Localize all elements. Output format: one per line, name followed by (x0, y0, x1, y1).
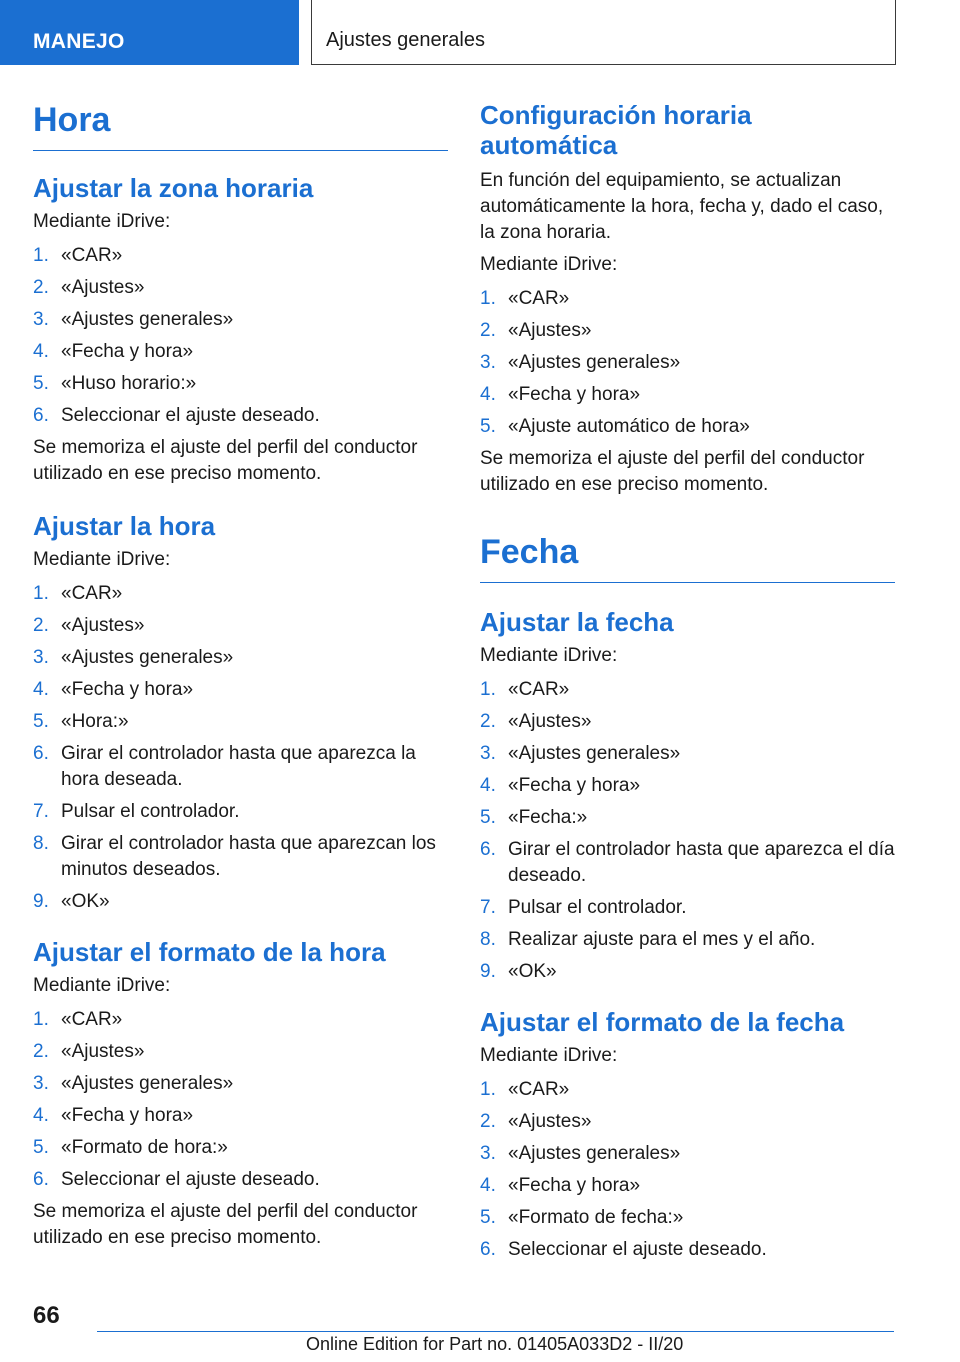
step-item (480, 350, 895, 376)
step-number: 1. (480, 288, 496, 309)
step-number: 8. (33, 833, 49, 854)
step-number: 5. (33, 711, 49, 732)
note-text: Se memoriza el ajuste del perfil del conductor utilizado en ese preciso momento. (33, 437, 418, 484)
step-text: «Fecha y hora» (61, 1105, 194, 1126)
step-number: 3. (480, 743, 496, 764)
steps-list (33, 1007, 448, 1193)
step-number: 1. (33, 1009, 49, 1030)
step-text: Seleccionar el ajuste deseado. (61, 1169, 320, 1190)
step-text: «Hora:» (61, 711, 129, 732)
intro-text: Mediante iDrive: (33, 211, 171, 232)
step-number: 3. (33, 647, 49, 668)
step-text: «Fecha:» (508, 807, 588, 828)
step-number: 5. (33, 373, 49, 394)
step-text: «CAR» (61, 245, 123, 266)
heading-zona-horaria: Ajustar la zona horaria (33, 173, 314, 203)
step-item (480, 677, 895, 703)
step-text: «CAR» (508, 288, 570, 309)
step-number: 1. (33, 583, 49, 604)
step-item (480, 1237, 895, 1263)
heading-configuracion-automatica: Configuración horaria automática (480, 100, 752, 160)
step-item (480, 1205, 895, 1231)
step-text: «Ajustes generales» (508, 1143, 681, 1164)
step-text: «Ajustes» (508, 320, 592, 341)
step-item (480, 741, 895, 767)
step-text: «Ajustes generales» (508, 743, 681, 764)
step-item (33, 581, 448, 607)
step-number: 9. (33, 891, 49, 912)
step-number: 5. (33, 1137, 49, 1158)
step-text: «Formato de hora:» (61, 1137, 228, 1158)
step-number: 2. (33, 1041, 49, 1062)
intro-text: Mediante iDrive: (480, 645, 618, 666)
step-text: «CAR» (61, 1009, 123, 1030)
heading-ajustar-hora: Ajustar la hora (33, 511, 216, 541)
step-item (480, 382, 895, 408)
step-item (480, 1141, 895, 1167)
step-item (480, 959, 895, 985)
step-number: 1. (33, 245, 49, 266)
chapter-tab (311, 0, 896, 65)
section-tab (0, 0, 299, 65)
step-text: Pulsar el controlador. (508, 897, 687, 918)
step-item (33, 709, 448, 735)
footer-edition: Online Edition for Part no. 01405A033D2 - II/20 (306, 1334, 684, 1354)
step-item (480, 837, 895, 889)
step-item (480, 414, 895, 440)
step-text: «Ajustes generales» (61, 309, 234, 330)
intro-text: Mediante iDrive: (480, 254, 618, 275)
step-text: «Ajustes» (61, 277, 145, 298)
step-text: «CAR» (508, 679, 570, 700)
step-item (480, 927, 895, 953)
step-text: «CAR» (508, 1079, 570, 1100)
step-text: «Formato de fecha:» (508, 1207, 684, 1228)
footer-divider (97, 1331, 894, 1332)
description-text: En función del equipamiento, se actualizan automáticamente la hora, fecha y, dado el caso, la zona horaria. (480, 170, 884, 243)
step-number: 7. (480, 897, 496, 918)
step-item (33, 307, 448, 333)
step-item (480, 709, 895, 735)
step-item (480, 286, 895, 312)
step-text: «Fecha y hora» (508, 1175, 641, 1196)
step-text: Girar el controlador hasta que aparezca la hora deseada. (61, 743, 416, 790)
step-item (480, 1077, 895, 1103)
step-number: 3. (480, 1143, 496, 1164)
step-number: 3. (33, 1073, 49, 1094)
step-item (33, 889, 448, 915)
right-column (480, 100, 895, 1269)
note-text: Se memoriza el ajuste del perfil del conductor utilizado en ese preciso momento. (33, 1201, 418, 1248)
step-number: 6. (480, 1239, 496, 1260)
step-number: 9. (480, 961, 496, 982)
step-item (33, 645, 448, 671)
step-item (33, 677, 448, 703)
step-number: 7. (33, 801, 49, 822)
step-number: 3. (33, 309, 49, 330)
heading-ajustar-fecha: Ajustar la fecha (480, 607, 674, 637)
step-number: 3. (480, 352, 496, 373)
step-item (480, 1109, 895, 1135)
step-number: 5. (480, 1207, 496, 1228)
step-number: 2. (480, 711, 496, 732)
step-item (33, 371, 448, 397)
step-number: 4. (33, 341, 49, 362)
step-item (33, 799, 448, 825)
step-text: Pulsar el controlador. (61, 801, 240, 822)
step-number: 1. (480, 1079, 496, 1100)
step-number: 2. (33, 615, 49, 636)
step-item (480, 895, 895, 921)
step-text: Realizar ajuste para el mes y el año. (508, 929, 816, 950)
step-number: 4. (480, 384, 496, 405)
step-text: «Fecha y hora» (508, 775, 641, 796)
step-text: «Ajustes» (508, 711, 592, 732)
heading-formato-hora: Ajustar el formato de la hora (33, 937, 386, 967)
step-number: 2. (33, 277, 49, 298)
step-item (33, 339, 448, 365)
steps-list (480, 677, 895, 985)
steps-list (33, 243, 448, 429)
step-text: «Ajustes» (61, 1041, 145, 1062)
section-title-hora: Hora (33, 96, 448, 151)
step-item (480, 805, 895, 831)
step-item (33, 741, 448, 793)
heading-formato-fecha: Ajustar el formato de la fecha (480, 1007, 845, 1037)
section-label: MANEJO (33, 30, 125, 53)
step-item (33, 613, 448, 639)
intro-text: Mediante iDrive: (33, 975, 171, 996)
step-text: Girar el controlador hasta que aparezca el día deseado. (508, 839, 895, 886)
intro-text: Mediante iDrive: (33, 549, 171, 570)
step-text: Seleccionar el ajuste deseado. (508, 1239, 767, 1260)
step-number: 4. (480, 775, 496, 796)
step-number: 6. (33, 1169, 49, 1190)
step-text: Seleccionar el ajuste deseado. (61, 405, 320, 426)
step-text: «OK» (61, 891, 110, 912)
step-item (480, 1173, 895, 1199)
chapter-label: Ajustes generales (326, 29, 485, 51)
intro-text: Mediante iDrive: (480, 1045, 618, 1066)
section-title-fecha: Fecha (480, 528, 895, 583)
step-number: 5. (480, 807, 496, 828)
note-text: Se memoriza el ajuste del perfil del conductor utilizado en ese preciso momento. (480, 448, 865, 495)
step-number: 2. (480, 1111, 496, 1132)
step-item (33, 1103, 448, 1129)
step-item (33, 403, 448, 429)
step-text: «Fecha y hora» (508, 384, 641, 405)
step-text: «Ajustes generales» (508, 352, 681, 373)
step-item (480, 773, 895, 799)
step-item (33, 243, 448, 269)
step-item (33, 1135, 448, 1161)
step-number: 6. (33, 743, 49, 764)
step-text: «OK» (508, 961, 557, 982)
step-number: 4. (480, 1175, 496, 1196)
step-item (33, 831, 448, 883)
step-number: 2. (480, 320, 496, 341)
step-number: 4. (33, 1105, 49, 1126)
step-item (33, 1039, 448, 1065)
step-number: 8. (480, 929, 496, 950)
step-text: «Ajustes» (508, 1111, 592, 1132)
step-number: 4. (33, 679, 49, 700)
step-item (33, 275, 448, 301)
left-column (33, 96, 448, 1251)
step-item (33, 1071, 448, 1097)
steps-list (33, 581, 448, 915)
step-text: «Ajustes generales» (61, 1073, 234, 1094)
steps-list (480, 1077, 895, 1263)
page-number: 66 (33, 1302, 60, 1329)
step-number: 1. (480, 679, 496, 700)
step-text: «Ajustes» (61, 615, 145, 636)
step-number: 6. (480, 839, 496, 860)
step-text: «Fecha y hora» (61, 679, 194, 700)
step-text: «Huso horario:» (61, 373, 197, 394)
steps-list (480, 286, 895, 440)
step-text: Girar el controlador hasta que aparezcan los minutos deseados. (61, 833, 436, 880)
step-text: «Ajuste automático de hora» (508, 416, 750, 437)
step-text: «CAR» (61, 583, 123, 604)
step-number: 6. (33, 405, 49, 426)
step-item (33, 1007, 448, 1033)
step-item (480, 318, 895, 344)
step-item (33, 1167, 448, 1193)
step-text: «Fecha y hora» (61, 341, 194, 362)
step-number: 5. (480, 416, 496, 437)
step-text: «Ajustes generales» (61, 647, 234, 668)
